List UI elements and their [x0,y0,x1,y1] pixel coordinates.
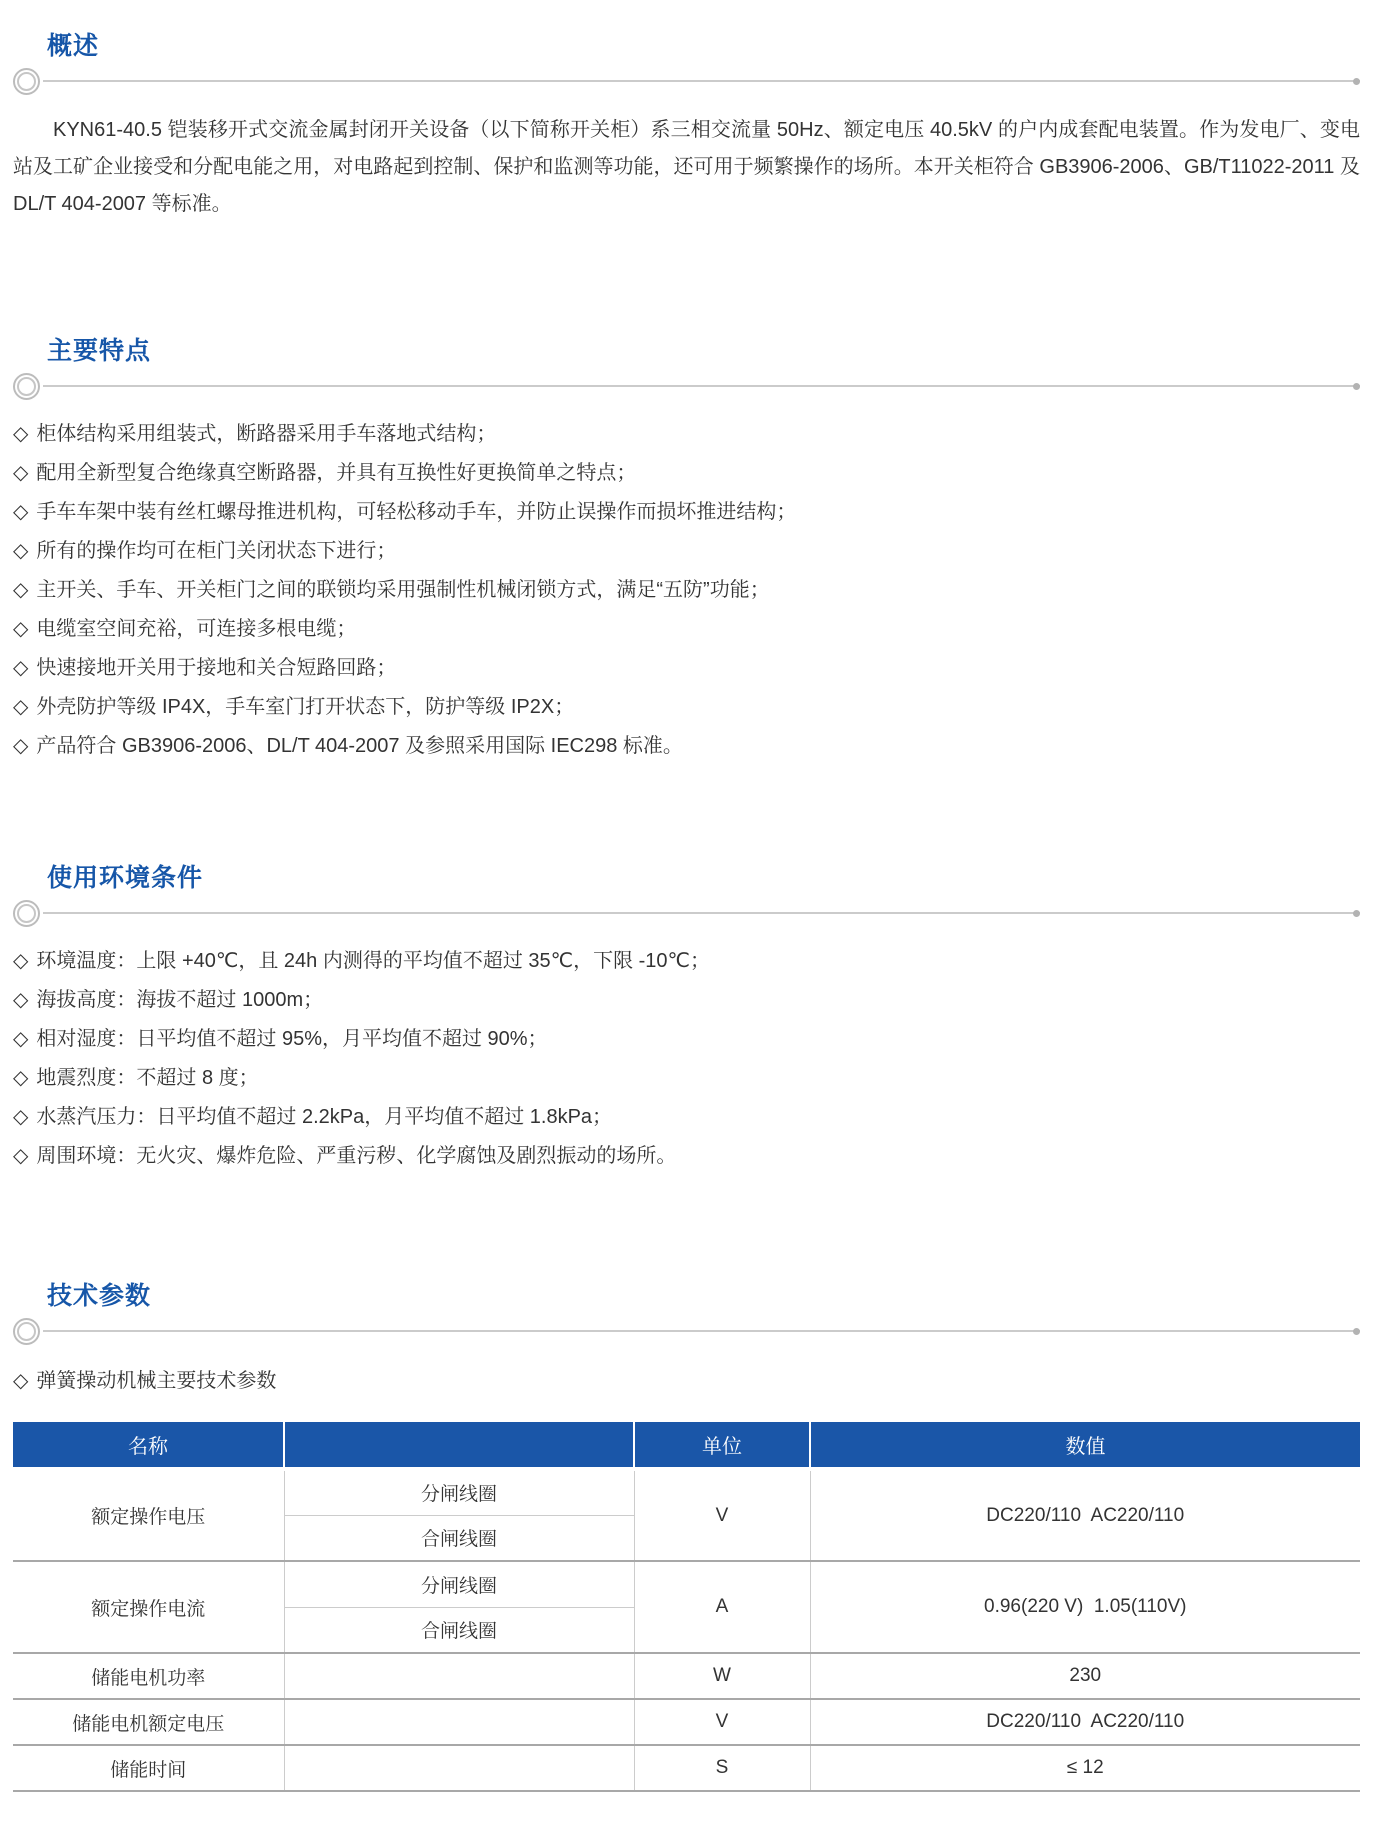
diamond-bullet-icon: ◇ [13,462,29,484]
param-name: 额定操作电压 [13,1469,284,1561]
param-value: DC220/110 AC220/110 [810,1699,1360,1745]
param-name: 储能电机功率 [13,1653,284,1699]
diamond-bullet-icon: ◇ [13,1028,29,1050]
diamond-bullet-icon: ◇ [13,696,29,718]
feature-text: 外壳防护等级 IP4X，手车室门打开状态下，防护等级 IP2X； [36,696,575,718]
diamond-bullet-icon: ◇ [13,1145,29,1167]
param-unit: S [634,1745,810,1791]
param-sub: 分闸线圈 [284,1561,634,1607]
feature-text: 快速接地开关用于接地和关合短路回路； [36,657,397,679]
section-rule [13,1316,1360,1346]
table-row [13,1745,1360,1791]
diamond-bullet-icon: ◇ [13,735,29,757]
feature-text: 柜体结构采用组装式，断路器采用手车落地式结构； [36,423,497,445]
section-circle-icon [13,1318,40,1345]
param-sub: 合闸线圈 [284,1515,634,1561]
diamond-bullet-icon: ◇ [13,1370,29,1392]
diamond-bullet-icon: ◇ [13,950,29,972]
parameters-subtitle [13,1366,1360,1396]
feature-item [13,454,1360,493]
feature-text: 电缆室空间充裕，可连接多根电缆； [36,618,357,640]
environment-item [13,1137,1360,1176]
table-row [13,1561,1360,1607]
param-value: 0.96(220 V) 1.05(110V) [810,1561,1360,1653]
param-value: DC220/110 AC220/110 [810,1469,1360,1561]
table-row [13,1653,1360,1699]
section-features [13,331,1360,766]
feature-item [13,727,1360,766]
environment-item [13,981,1360,1020]
header-coil [284,1422,634,1469]
param-unit: W [634,1653,810,1699]
overview-title: 概述 [47,32,100,60]
diamond-bullet-icon: ◇ [13,579,29,601]
feature-text: 手车车架中装有丝杠螺母推进机构，可轻松移动手车，并防止误操作而损坏推进结构； [36,501,797,523]
section-divider [43,912,1360,914]
parameters-subtitle-text: 弹簧操动机械主要技术参数 [36,1370,277,1392]
section-rule [13,898,1360,928]
table-row [13,1699,1360,1745]
table-row [13,1469,1360,1515]
diamond-bullet-icon: ◇ [13,501,29,523]
diamond-bullet-icon: ◇ [13,423,29,445]
param-name: 储能电机额定电压 [13,1699,284,1745]
environment-item [13,1059,1360,1098]
feature-item [13,493,1360,532]
section-circle-icon [13,373,40,400]
environment-item [13,1020,1360,1059]
param-unit: A [634,1561,810,1653]
environment-item [13,1098,1360,1137]
feature-text: 主开关、手车、开关柜门之间的联锁均采用强制性机械闭锁方式，满足“五防”功能； [36,579,770,601]
feature-item [13,610,1360,649]
header-name: 名称 [13,1422,284,1469]
environment-text: 相对湿度：日平均值不超过 95%，月平均值不超过 90%； [36,1028,548,1050]
environment-item [13,942,1360,981]
diamond-bullet-icon: ◇ [13,1067,29,1089]
diamond-bullet-icon: ◇ [13,618,29,640]
param-sub [284,1653,634,1699]
environment-text: 水蒸汽压力：日平均值不超过 2.2kPa，月平均值不超过 1.8kPa； [36,1106,613,1128]
environment-list [13,942,1360,1176]
param-name: 储能时间 [13,1745,284,1791]
param-unit: V [634,1699,810,1745]
section-parameters [13,1276,1360,1792]
diamond-bullet-icon: ◇ [13,989,29,1011]
diamond-bullet-icon: ◇ [13,657,29,679]
feature-item [13,571,1360,610]
section-circle-icon [13,900,40,927]
feature-item [13,688,1360,727]
feature-text: 所有的操作均可在柜门关闭状态下进行； [36,540,397,562]
param-sub [284,1745,634,1791]
section-divider [43,80,1360,82]
diamond-bullet-icon: ◇ [13,1106,29,1128]
feature-item [13,415,1360,454]
parameters-table [13,1422,1360,1792]
param-unit: V [634,1469,810,1561]
features-title: 主要特点 [47,337,152,365]
param-sub [284,1699,634,1745]
feature-text: 产品符合 GB3906-2006、DL/T 404-2007 及参照采用国际 IEC298 标准。 [36,735,683,757]
environment-text: 环境温度：上限 +40℃，且 24h 内测得的平均值不超过 35℃，下限 -10℃； [36,950,711,972]
header-unit: 单位 [634,1422,810,1469]
section-rule [13,371,1360,401]
feature-text: 配用全新型复合绝缘真空断路器，并具有互换性好更换简单之特点； [36,462,637,484]
param-name: 额定操作电流 [13,1561,284,1653]
section-environment [13,858,1360,1176]
environment-text: 海拔高度：海拔不超过 1000m； [36,989,324,1011]
section-rule [13,66,1360,96]
parameters-title: 技术参数 [47,1282,152,1310]
feature-item [13,649,1360,688]
param-sub: 合闸线圈 [284,1607,634,1653]
section-circle-icon [13,68,40,95]
feature-item [13,532,1360,571]
environment-text: 地震烈度：不超过 8 度； [36,1067,259,1089]
diamond-bullet-icon: ◇ [13,540,29,562]
table-header-row [13,1422,1360,1469]
section-divider [43,385,1360,387]
features-list [13,415,1360,766]
environment-text: 周围环境：无火灾、爆炸危险、严重污秽、化学腐蚀及剧烈振动的场所。 [36,1145,677,1167]
param-value: 230 [810,1653,1360,1699]
overview-paragraph: KYN61-40.5 铠装移开式交流金属封闭开关设备（以下简称开关柜）系三相交流量 50Hz、额定电压 40.5kV 的户内成套配电装置。作为发电厂、变电站及工矿企业接受和分配电能之用，对电路起到控制、保护和监测等功能，还可用于频繁操作的场所。本开关柜符合 GB3906-2006、GB/T11022-2011 及 DL/T 404-2007 等标准。 [13,119,1360,215]
environment-title: 使用环境条件 [47,864,204,892]
param-value: ≤ 12 [810,1745,1360,1791]
param-sub: 分闸线圈 [284,1469,634,1515]
section-divider [43,1330,1360,1332]
section-overview [13,26,1360,223]
header-value: 数值 [810,1422,1360,1469]
